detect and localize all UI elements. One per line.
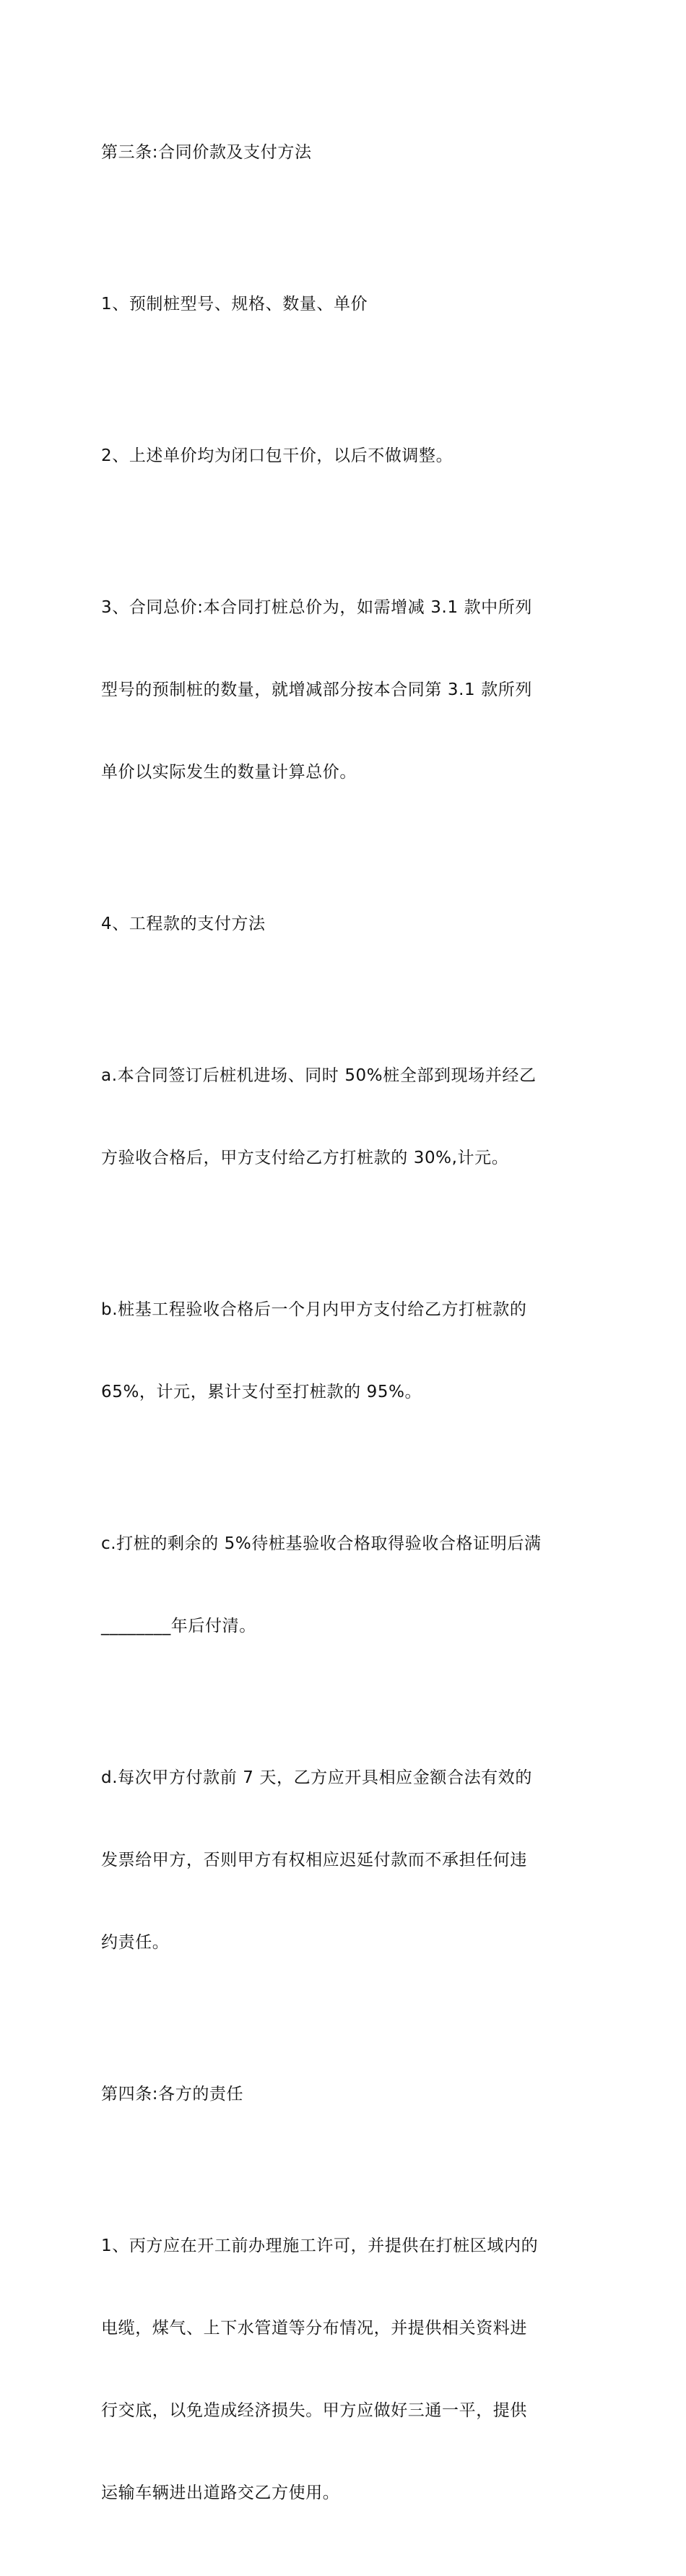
text-line: 1、预制桩型号、规格、数量、单价 <box>101 295 368 314</box>
article-4-heading <box>101 2026 592 2163</box>
text-line: a.本合同签订后桩机进场、同时 50%桩全部到现场并经乙 <box>101 1066 537 1085</box>
text-line: 4、工程款的支付方法 <box>101 915 266 933</box>
text-line: 电缆，煤气、上下水管道等分布情况，并提供相关资料进 <box>101 2319 527 2338</box>
clause-3-4-d <box>101 1709 592 2011</box>
text-line: 第四条:各方的责任 <box>101 2085 244 2104</box>
clause-3-1 <box>101 235 592 373</box>
text-line: 型号的预制桩的数量，就增减部分按本合同第 3.1 款所列 <box>101 680 532 699</box>
text-line: 65%，计元，累计支付至打桩款的 95%。 <box>101 1383 422 1401</box>
article-3-heading <box>101 84 592 221</box>
clause-3-4-c <box>101 1475 592 1695</box>
clause-3-4 <box>101 855 592 993</box>
text-line: 方验收合格后，甲方支付给乙方打桩款的 30%,计元。 <box>101 1149 509 1167</box>
clause-3-4-b <box>101 1241 592 1461</box>
text-line: 2、上述单价均为闭口包干价，以后不做调整。 <box>101 446 453 465</box>
text-line: 约责任。 <box>101 1933 170 1952</box>
text-line: 第三条:合同价款及支付方法 <box>101 143 312 162</box>
clause-3-4-a <box>101 1007 592 1227</box>
text-line: c.打桩的剩余的 5%待桩基验收合格取得验收合格证明后满 <box>101 1534 542 1553</box>
text-line: b.桩基工程验收合格后一个月内甲方支付给乙方打桩款的 <box>101 1300 527 1319</box>
text-line: 发票给甲方，否则甲方有权相应迟延付款而不承担任何违 <box>101 1851 527 1870</box>
text-line: ________年后付清。 <box>101 1617 256 1635</box>
document-page <box>101 84 592 2576</box>
text-line: 运输车辆进出道路交乙方使用。 <box>101 2484 340 2502</box>
text-line: 1、丙方应在开工前办理施工许可，并提供在打桩区域内的 <box>101 2236 539 2255</box>
text-line: d.每次甲方付款前 7 天，乙方应开具相应金额合法有效的 <box>101 1768 532 1787</box>
clause-3-2 <box>101 387 592 524</box>
text-line: 单价以实际发生的数量计算总价。 <box>101 763 357 782</box>
text-line: 3、合同总价:本合同打桩总价为，如需增减 3.1 款中所列 <box>101 598 532 617</box>
clause-4-1 <box>101 2177 592 2562</box>
clause-3-3 <box>101 539 592 841</box>
text-line: 行交底，以免造成经济损失。甲方应做好三通一平，提供 <box>101 2401 527 2420</box>
